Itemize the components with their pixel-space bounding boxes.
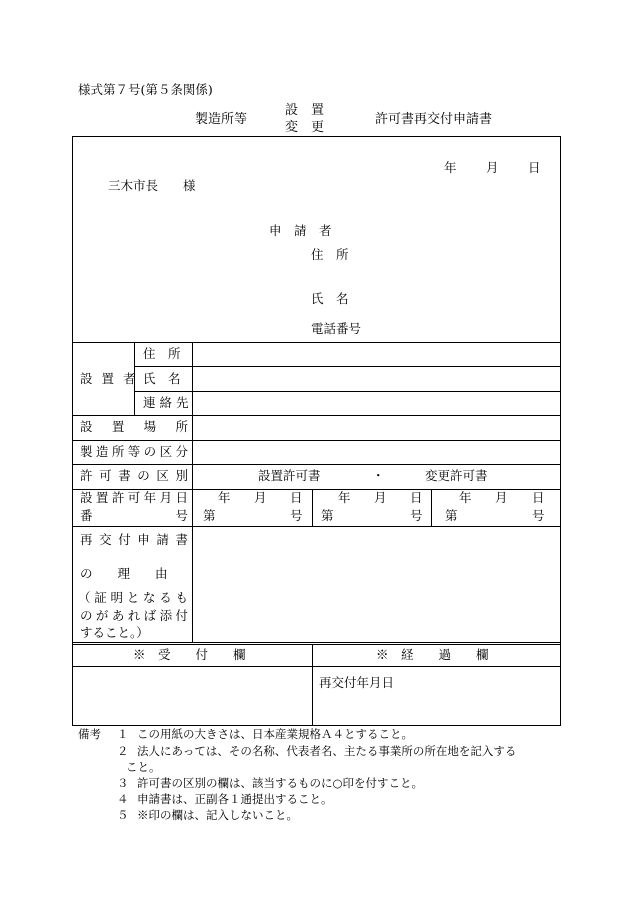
reception-header: ※ 受 付 欄: [133, 647, 246, 662]
note-3-num: ３: [117, 776, 129, 790]
reason-note3: すること。）: [80, 625, 149, 640]
col2-dai: 第: [321, 508, 334, 523]
reason-line1: 再交付申請書: [80, 532, 188, 547]
applicant-phone-label: 電話番号: [311, 321, 362, 336]
col2-go: 号: [410, 508, 423, 523]
reason-note1: （証明となるも: [78, 590, 188, 605]
permit-date-label: 設置許可年月日: [80, 490, 188, 505]
note-3-text: 許可書の区別の欄は、該当するものに○印を付すこと。: [137, 776, 424, 790]
installer-label: 設置者: [80, 371, 145, 386]
col2-day: 日: [410, 490, 423, 505]
col2-year: 年: [338, 490, 351, 505]
col1-go: 号: [290, 508, 303, 523]
reason-note2: のがあれば添付: [80, 608, 188, 623]
applicant-name-label: 氏 名: [311, 291, 349, 306]
permit-type-separator: ・: [372, 468, 385, 483]
reissue-date-label: 再交付年月日: [319, 675, 395, 690]
permit-type-install: 設置許可書: [258, 468, 321, 483]
progress-header: ※ 経 過 欄: [376, 647, 489, 662]
col1-month: 月: [254, 490, 267, 505]
title-option-install: 設 置: [285, 103, 325, 118]
applicant-address-label: 住 所: [311, 247, 349, 262]
col2-month: 月: [374, 490, 387, 505]
notes-label: 備考: [78, 727, 101, 741]
col3-go: 号: [532, 508, 545, 523]
note-5-text: ※印の欄は、記入しないこと。: [137, 808, 298, 822]
note-2-num: ２: [117, 744, 129, 758]
note-2-continued: こと。: [126, 760, 161, 774]
col3-dai: 第: [445, 508, 458, 523]
col3-day: 日: [532, 490, 545, 505]
note-1-num: １: [117, 727, 129, 741]
installer-name-label: 氏 名: [143, 371, 181, 386]
date-day: 日: [528, 160, 541, 175]
note-5-num: ５: [117, 808, 129, 822]
col3-month: 月: [495, 490, 508, 505]
installer-address-label: 住 所: [143, 346, 181, 361]
col1-year: 年: [218, 490, 231, 505]
col1-dai: 第: [203, 508, 216, 523]
col3-year: 年: [459, 490, 472, 505]
col1-day: 日: [290, 490, 303, 505]
installer-contact-label: 連絡先: [143, 395, 193, 410]
title-part1: 製造所等: [195, 112, 248, 127]
date-year: 年: [444, 160, 457, 175]
applicant-label: 申 請 者: [269, 223, 332, 238]
note-2-text: 法人にあっては、その名称、代表者名、主たる事業所の所在地を記入する: [137, 744, 517, 758]
title-part2: 許可書再交付申請書: [375, 112, 493, 127]
location-label: 設置場所: [80, 419, 188, 434]
form-number: 様式第７号(第５条関係): [78, 82, 213, 97]
addressee: 三木市長 様: [108, 178, 196, 193]
category-label: 製造所等の区分: [80, 444, 188, 459]
note-4-num: ４: [117, 792, 129, 806]
date-month: 月: [486, 160, 499, 175]
permit-type-label: 許可書の区別: [80, 468, 188, 483]
note-1-text: この用紙の大きさは、日本産業規格Ａ４とすること。: [137, 727, 413, 741]
reason-line2: の 理 由: [80, 566, 168, 581]
title-option-change: 変 更: [285, 120, 325, 135]
note-4-text: 申請書は、正副各１通提出すること。: [137, 792, 333, 806]
permit-type-change: 変更許可書: [425, 468, 488, 483]
permit-number-label: 番 号: [80, 508, 188, 523]
